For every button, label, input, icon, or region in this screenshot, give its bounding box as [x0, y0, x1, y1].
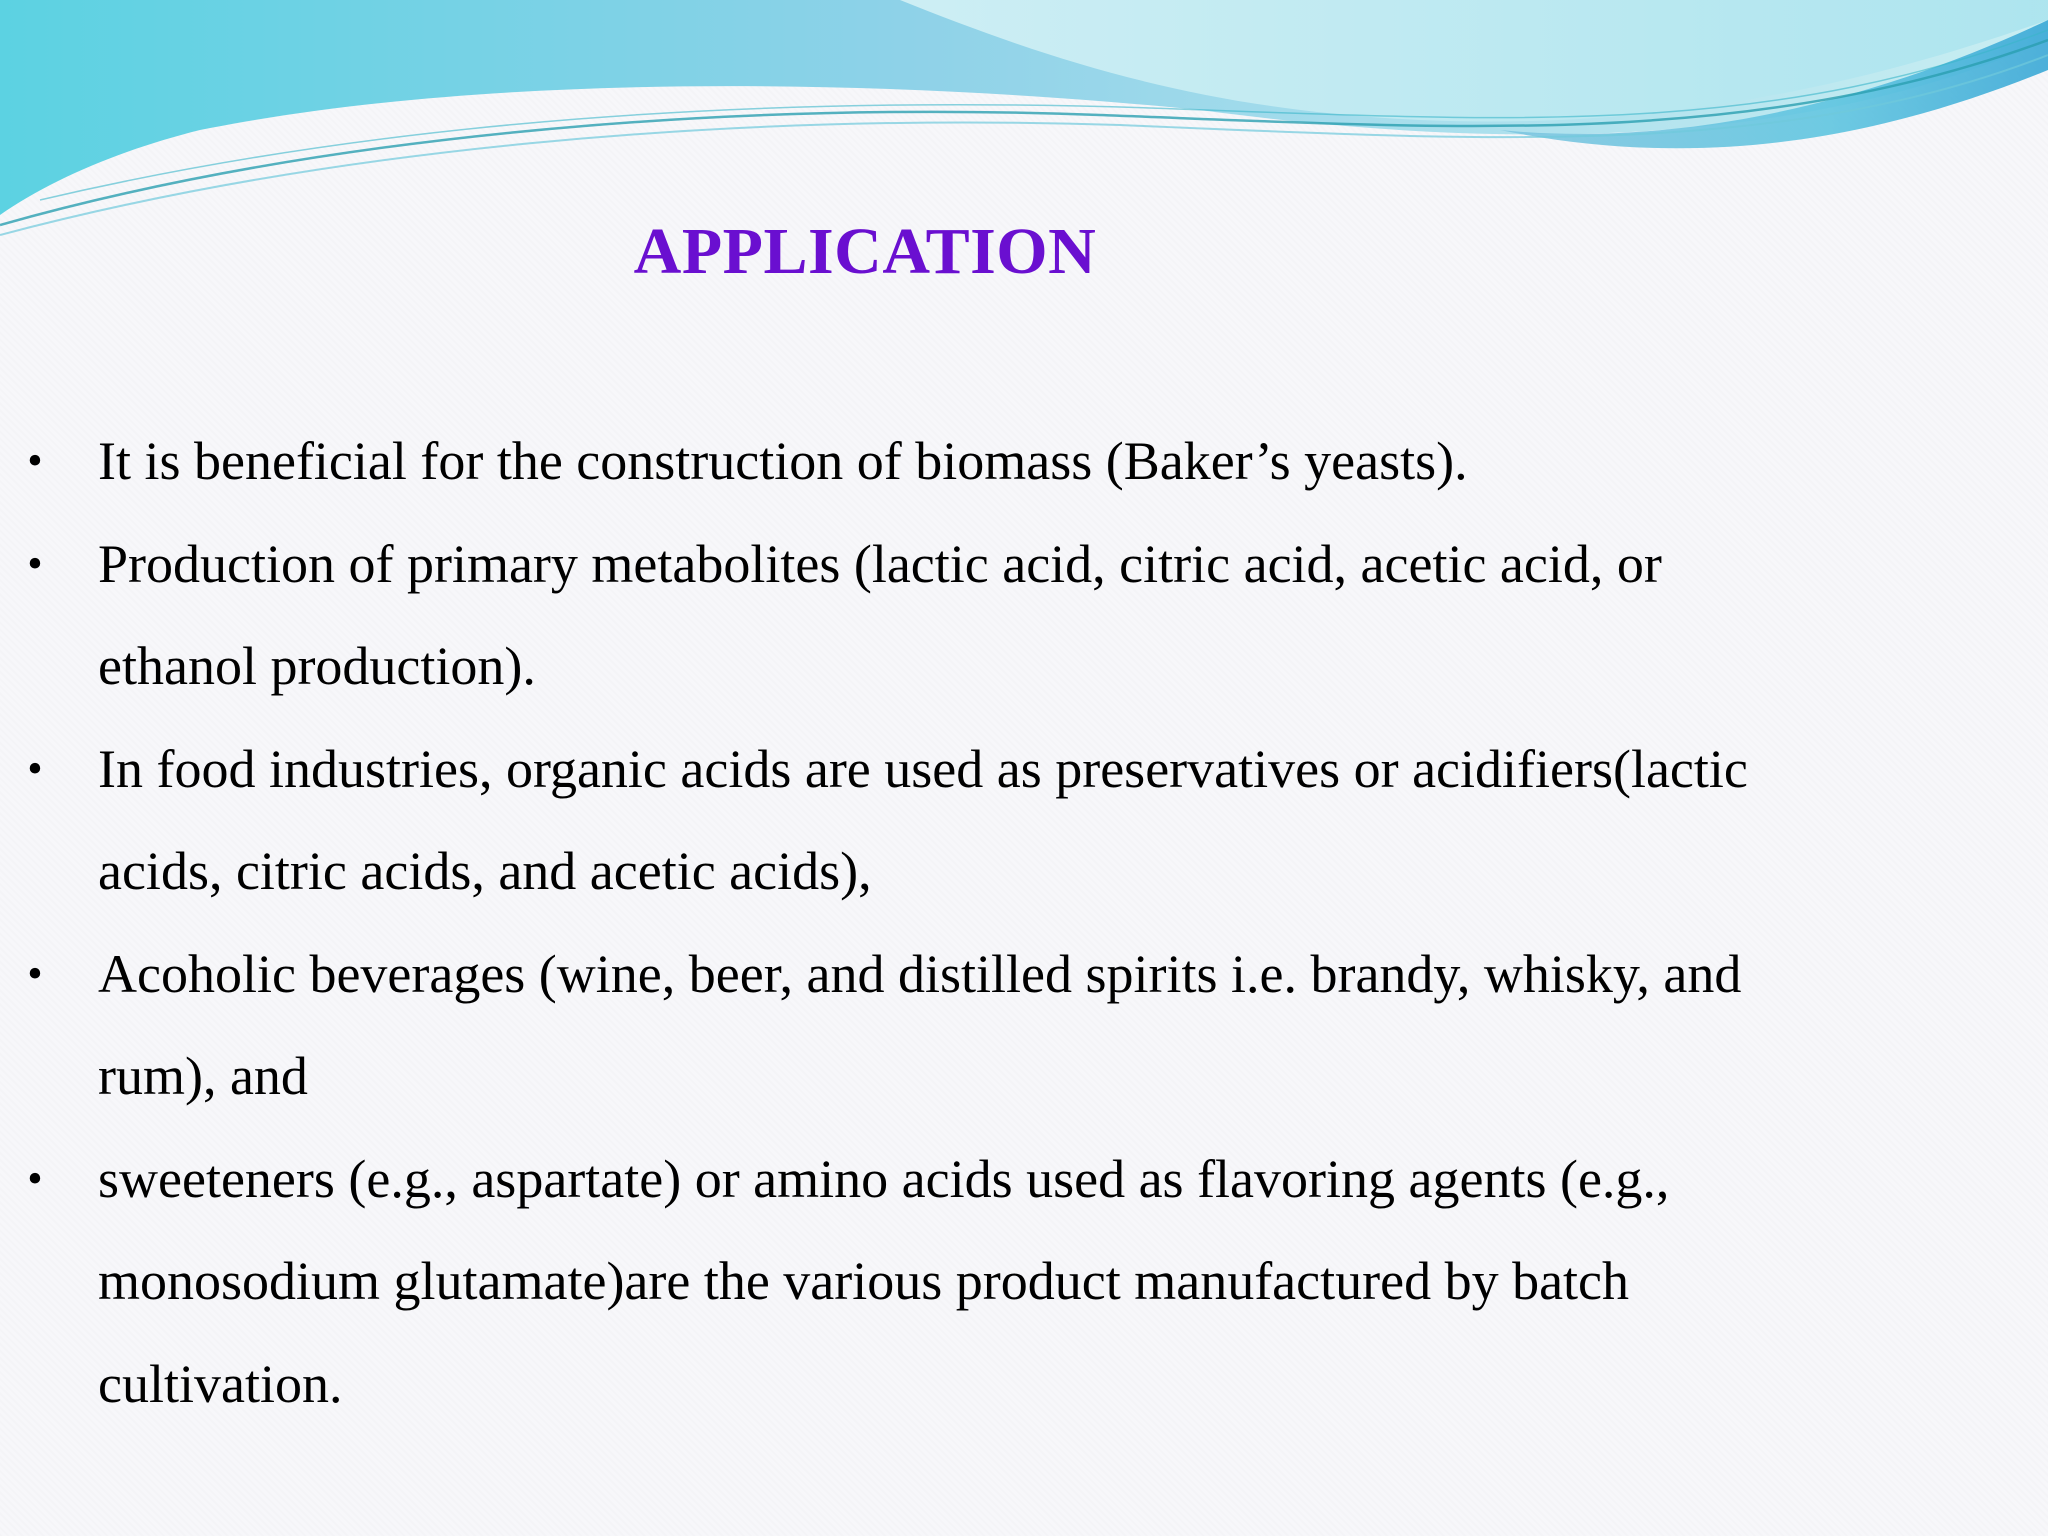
bullet-text-line: Acoholic beverages (wine, beer, and distilled spirits i.e. brandy, whisky, and [98, 943, 1742, 1004]
wave-header-decoration [0, 0, 2048, 240]
bullet-item [0, 410, 2048, 513]
bullet-text-line: cultivation. [98, 1353, 343, 1414]
bullet-icon: • [27, 1153, 43, 1203]
bullet-text-line: ethanol production). [98, 636, 536, 696]
bullet-item [0, 718, 2048, 923]
bullet-item [0, 923, 2048, 1128]
bullet-icon: • [27, 436, 43, 485]
bullet-icon: • [27, 538, 43, 588]
bullet-text-line: acids, citric acids, and acetic acids), [98, 841, 872, 901]
bullet-text-line: rum), and [98, 1046, 308, 1106]
bullet-text-line: It is beneficial for the construction of biomass (Baker’s yeasts). [98, 431, 1468, 491]
bullet-text-line: monosodium glutamate)are the various product manufactured by batch [98, 1251, 1630, 1311]
bullet-list [0, 410, 2048, 1435]
bullet-icon: • [27, 743, 43, 793]
bullet-text-line: sweeteners (e.g., aspartate) or amino acids used as flavoring agents (e.g., [98, 1148, 1670, 1209]
bullet-item [0, 1128, 2048, 1436]
bullet-item [0, 513, 2048, 718]
slide-title: APPLICATION [633, 215, 1097, 288]
bullet-icon: • [27, 948, 43, 998]
bullet-text-line: Production of primary metabolites (lactic acid, citric acid, acetic acid, or [98, 533, 1662, 594]
bullet-text-line: In food industries, organic acids are used as preservatives or acidifiers(lactic [98, 738, 1748, 799]
